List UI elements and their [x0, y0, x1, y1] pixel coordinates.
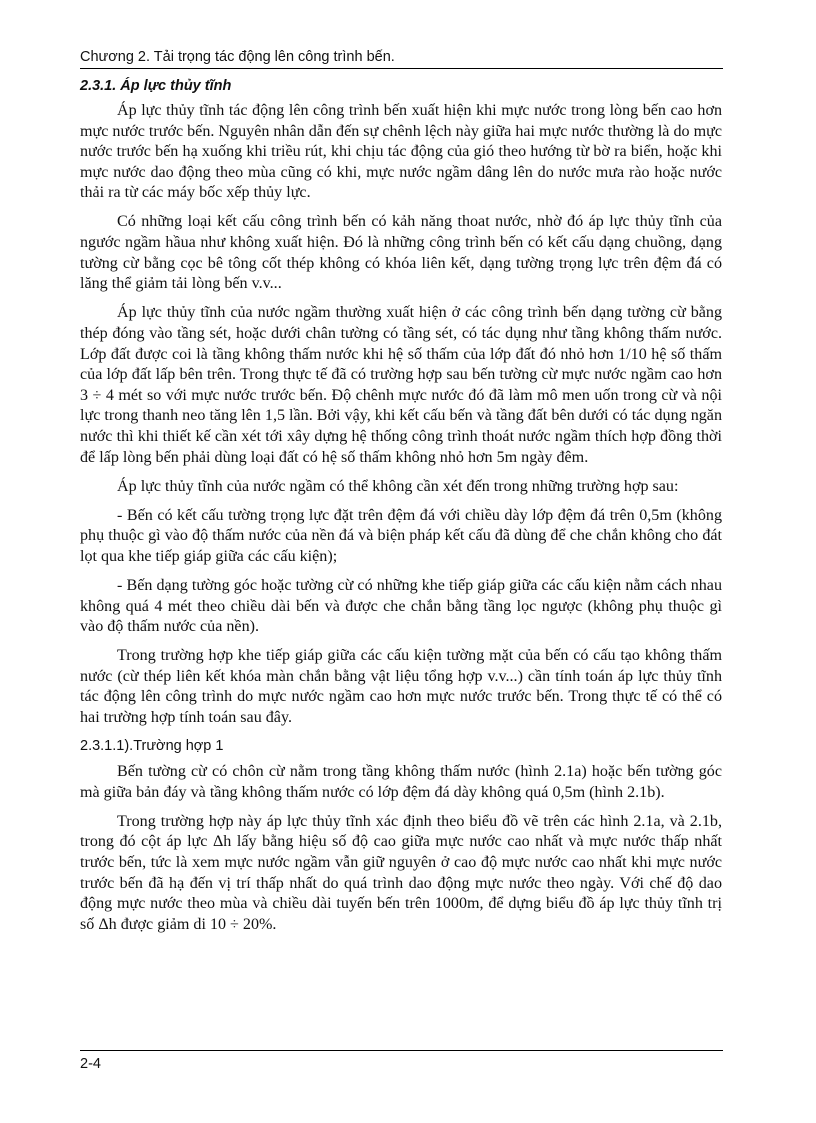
body-text — [80, 101, 722, 944]
list-item: - Bến dạng tường góc hoặc tường cừ có những khe tiếp giáp giữa các cấu kiện nằm cách nhau không quá 4 mét theo chiều dài bến và được che chắn bằng tầng lọc ngược (không phụ thuộc gì vào độ thấm nước của nền). — [80, 576, 722, 636]
subsection-title: 2.3.1.1).Trường hợp 1 — [80, 738, 224, 755]
paragraph: Trong trường hợp khe tiếp giáp giữa các cấu kiện tường mặt của bến có cấu tạo không thấm nước (cừ thép liên kết khóa màn chắn bằng vật liệu tổng hợp v.v...) cần tính toán áp lực thủy tĩnh tác động lên công trình do mực nước ngầm cao hơn mực nước trước bến. Trong thực tế có thể có hai trường hợp tính toán sau đây. — [80, 647, 722, 727]
page-number: 2-4 — [80, 1056, 101, 1072]
paragraph: Có những loại kết cấu công trình bến có kảh năng thoat nước, nhờ đó áp lực thủy tĩnh của ngước ngầm hầua như không xuất hiện. Đó là những công trình bến có kết cấu dạng chuồng, dạng tường cừ bằng cọc bê tông cốt thép không có khóa liên kết, dạng tường trọng lực trên đệm đá có lăng thể giảm tải lòng bến v.v... — [80, 213, 722, 293]
paragraph: Áp lực thủy tĩnh của nước ngầm có thể không cần xét đến trong những trường hợp sau: — [117, 477, 679, 495]
chapter-header: Chương 2. Tải trọng tác động lên công trình bến. — [80, 48, 723, 69]
section-title: 2.3.1. Áp lực thủy tĩnh — [80, 78, 232, 94]
paragraph: Áp lực thủy tĩnh của nước ngầm thường xuất hiện ở các công trình bến dạng tường cừ bằng thép đóng vào tầng sét, hoặc dưới chân tường có tầng sét, có tác dụng như tầng không thấm nước. Lớp đất được coi là tầng không thấm nước khi hệ số thấm của lớp đất đó nhỏ hơn 1/10 hệ số thấm của lớp đất lấp bên trên. Trong thực tế đã có trường hợp sau bến tường cừ mực nước ngầm cao hơn 3 ÷ 4 mét so với mực nước trước bến. Độ chênh mực nước đó đã làm mô men uốn trong cừ và nội lực trong thanh neo tăng lên 1,5 lần. Bởi vậy, khi kết cấu bến và tầng đất bên dưới có tác dụng ngăn nước thì khi thiết kế cần xét tới xây dựng hệ thống công trình thoát nước ngầm thích hợp đồng thời để lấp lòng bến phải dùng loại đất có hệ số thấm không nhỏ hơn 5m ngày đêm. — [80, 304, 722, 466]
footer-divider — [80, 1050, 723, 1051]
paragraph: Áp lực thủy tĩnh tác động lên công trình bến xuất hiện khi mực nước trong lòng bến cao hơn mực nước trước bến. Nguyên nhân dẫn đến sự chênh lệch này giữa hai mực nước thường là do mực nước trước bến hạ xuống khi triều rút, khi chịu tác động của gió theo hướng từ bờ ra biển, hoặc khi mực nước dao động theo mùa cũng có khi, mực nước ngầm dâng lên do nước mưa rào hoặc nước thải ra từ các máy bốc xếp thủy lực. — [80, 102, 722, 202]
paragraph: Bến tường cừ có chôn cừ nằm trong tầng không thấm nước (hình 2.1a) hoặc bến tường góc mà giữa bản đáy và tầng không thấm nước có lớp đệm đá dày không quá 0,5m (hình 2.1b). — [80, 763, 722, 801]
paragraph: Trong trường hợp này áp lực thủy tĩnh xác định theo biểu đồ vẽ trên các hình 2.1a, và 2.1b, trong đó cột áp lực Δh lấy bằng hiệu số độ cao giữa mực nước cao nhất và mực nước thấp nhất trước bến, tức là xem mực nước ngầm vẫn giữ nguyên ở cao độ mực nước cao nhất khi mực nước trước bến đã hạ đến vị trí thấp nhất do quá trình dao động mực nước theo ngày. Với chế độ dao động mực nước theo mùa và chiều dài tuyến bến trên 1000m, để dựng biểu đồ áp lực thủy tĩnh trị số Δh được giảm di 10 ÷ 20%. — [80, 812, 722, 933]
list-item: - Bến có kết cấu tường trọng lực đặt trên đệm đá với chiều dày lớp đệm đá trên 0,5m (không phụ thuộc gì vào độ thấm nước của nền đá và biện pháp kết cấu đã dùng để che chắn không cho đát lọt qua khe tiếp giáp giữa các cấu kiện); — [80, 506, 722, 565]
